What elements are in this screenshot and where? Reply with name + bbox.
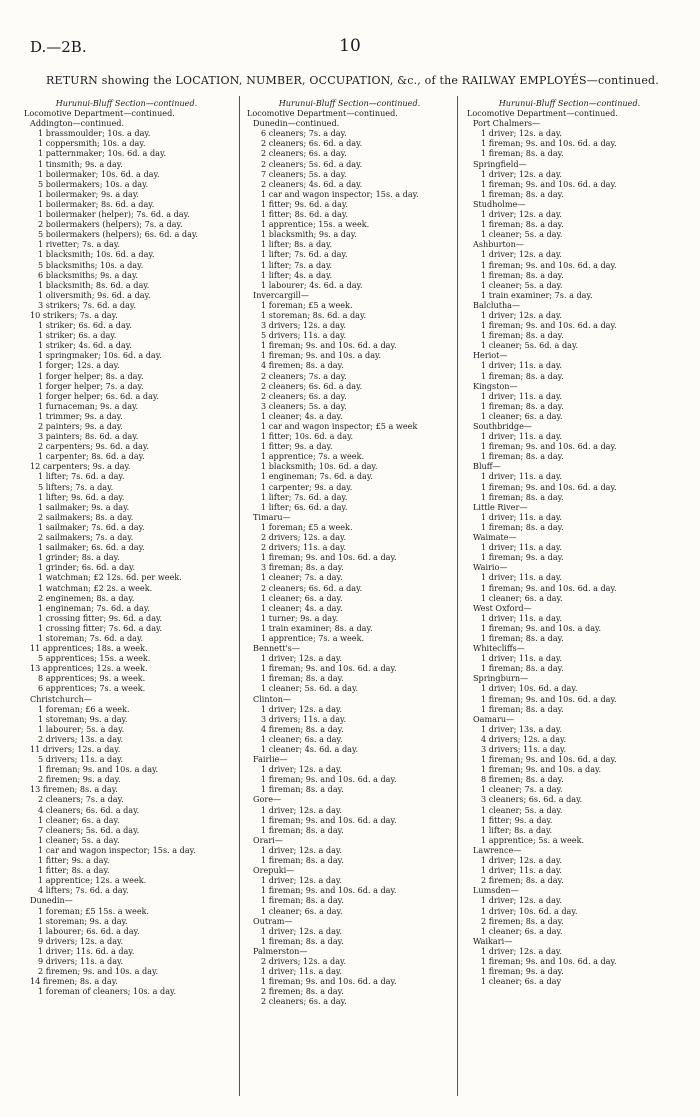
employee-entry: 1 blacksmith; 8s. 6d. a day. xyxy=(38,279,150,290)
employee-entry: 1 driver; 12s. a day. xyxy=(481,309,562,320)
employee-entry: 1 fireman; 9s. and 10s. 6d. a day. xyxy=(481,441,617,452)
employee-entry: 3 strikers; 7s. 6d. a day. xyxy=(38,299,137,310)
employee-entry: 2 drivers; 12s. a day. xyxy=(261,955,347,966)
employee-entry: 1 fireman; 8s. a day. xyxy=(261,824,344,835)
employee-entry: 1 cleaner; 6s. a day. xyxy=(261,905,343,916)
employee-entry: 5 lifters; 7s. a day. xyxy=(38,481,114,492)
employee-entry: 1 cleaner; 7s. a day. xyxy=(481,784,563,795)
employee-entry: 1 striker; 6s. a day. xyxy=(38,330,117,341)
employee-entry: 1 driver; 12s. a day. xyxy=(261,875,342,886)
employee-entry: 1 driver; 11s. a day. xyxy=(481,360,562,371)
employee-entry: 1 cleaner; 5s. a day. xyxy=(481,229,563,240)
employee-entry: 1 fireman; 8s. a day. xyxy=(481,219,564,230)
employee-entry: 2 painters; 9s. a day. xyxy=(38,421,123,431)
employee-entry: 5 boilermakers (helpers); 6s. 6d. a day. xyxy=(38,229,199,240)
employee-entry: 2 sailmakers; 7s. a day. xyxy=(38,532,134,543)
employee-entry: 2 drivers; 11s. a day. xyxy=(261,542,347,553)
employee-entry: 1 driver; 11s. a day. xyxy=(481,542,562,553)
employee-entry: 1 fitter; 9s. a day. xyxy=(38,855,110,866)
employee-entry: 1 fireman; 8s. a day. xyxy=(481,632,564,643)
employee-entry: 1 lifter; 7s. 6d. a day. xyxy=(261,249,348,260)
location-heading: 14 firemen; 8s. a day. xyxy=(30,976,118,987)
employee-entry: 2 cleaners; 6s. a day. xyxy=(261,390,347,401)
employee-entry: 4 firemen; 8s. a day. xyxy=(261,360,344,371)
employee-entry: 1 driver; 12s. a day. xyxy=(261,844,342,855)
employee-entry: 1 sailmaker; 6s. 6d. a day. xyxy=(38,542,145,553)
employee-entry: 1 driver; 11s. a day. xyxy=(481,572,562,583)
employee-entry: 1 cleaner; 5s. a day. xyxy=(481,279,563,290)
location-heading: Orari— xyxy=(253,834,283,845)
employee-entry: 2 sailmakers; 8s. a day. xyxy=(38,511,134,522)
employee-entry: 1 fireman; 9s. and 10s. 6d. a day. xyxy=(261,976,397,987)
employee-entry: 1 lifter; 6s. 6d. a day. xyxy=(261,501,348,512)
employee-entry: 1 storeman; 9s. a day. xyxy=(38,713,128,724)
employee-entry: 2 cleaners; 4s. 6d. a day. xyxy=(261,178,363,189)
employee-entry: 1 fireman; 8s. a day. xyxy=(481,703,564,714)
employee-entry: 1 driver; 12s. a day. xyxy=(481,249,562,260)
employee-entry: 1 fireman; 9s. and 10s. 6d. a day. xyxy=(481,693,617,704)
column-divider xyxy=(239,96,240,1096)
location-heading: Springburn— xyxy=(473,673,529,684)
employee-entry: 1 fireman; 8s. a day. xyxy=(481,269,564,280)
employee-entry: 1 fireman; 9s. and 10s. 6d. a day. xyxy=(481,582,617,593)
location-heading: Whitecliffs— xyxy=(473,643,525,654)
employee-entry: 1 driver; 12s. a day. xyxy=(481,209,562,220)
employee-entry: 1 driver; 11s. a day. xyxy=(481,431,562,442)
employee-entry: 2 firemen; 8s. a day. xyxy=(261,986,344,997)
employee-entry: 1 cleaner; 5s. a day. xyxy=(481,804,563,815)
location-heading: Kingston— xyxy=(473,380,518,391)
employee-entry: 1 cleaner; 7s. a day. xyxy=(261,572,343,583)
employee-entry: 1 boilermaker; 10s. 6d. a day. xyxy=(38,168,160,179)
location-heading: 11 drivers; 12s. a day. xyxy=(30,744,121,754)
location-heading: Balclutha— xyxy=(473,299,521,310)
employee-entry: 1 fireman; 8s. a day. xyxy=(481,451,564,462)
location-heading: Clinton— xyxy=(253,693,292,704)
employee-entry: 1 fireman; 9s. a day. xyxy=(481,966,564,977)
employee-entry: 1 fitter; 9s. a day. xyxy=(481,814,553,825)
column-divider xyxy=(457,96,458,1096)
employee-entry: 2 cleaners; 7s. a day. xyxy=(261,370,347,381)
location-heading: Locomotive Department—continued. xyxy=(247,108,398,119)
location-heading: Oamaru— xyxy=(473,713,515,724)
employee-entry: 1 watchman; £2 12s. 6d. per week. xyxy=(38,572,182,583)
column-3 xyxy=(467,98,672,986)
location-heading: Outram— xyxy=(253,915,293,926)
employee-entry: 1 fireman; 9s. and 10s. a day. xyxy=(481,764,602,775)
employee-entry: 1 fireman; 9s. and 10s. a day. xyxy=(38,764,159,775)
location-heading: Wairio— xyxy=(473,562,508,573)
employee-entry: 1 fireman; 9s. and 10s. 6d. a day. xyxy=(261,814,397,825)
employee-entry: 1 foreman; £5 a week. xyxy=(261,521,353,532)
location-heading: Studholme— xyxy=(473,198,526,209)
location-heading: Ashburton— xyxy=(473,239,524,250)
employee-entry: 1 fireman; 9s. a day. xyxy=(481,552,564,563)
employee-entry: 2 cleaners; 5s. 6d. a day. xyxy=(261,158,363,169)
employee-entry: 1 fitter; 8s. 6d. a day. xyxy=(261,209,348,220)
employee-entry: 3 drivers; 11s. a day. xyxy=(481,744,567,754)
employee-entry: 1 fireman; 9s. and 10s. 6d. a day. xyxy=(481,754,617,765)
employee-entry: 1 patternmaker; 10s. 6d. a day. xyxy=(38,148,167,159)
employee-entry: 1 cleaner; 6s. a day. xyxy=(481,925,563,936)
location-heading: Southbridge— xyxy=(473,421,532,431)
employee-entry: 1 driver; 11s. a day. xyxy=(481,865,562,876)
employee-entry: 1 fireman; 8s. a day. xyxy=(481,491,564,502)
location-heading: Port Chalmers— xyxy=(473,118,541,129)
employee-entry: 5 apprentices; 15s. a week. xyxy=(38,653,151,664)
employee-entry: 1 brassmoulder; 10s. a day. xyxy=(38,128,151,139)
employee-entry: 1 sailmaker; 9s. a day. xyxy=(38,501,130,512)
employee-entry: 1 tinsmith; 9s. a day. xyxy=(38,158,123,169)
employee-entry: 1 engineman; 7s. 6d. a day. xyxy=(38,602,150,613)
location-heading: Gore— xyxy=(253,794,282,805)
employee-entry: 1 lifter; 9s. 6d. a day. xyxy=(38,491,125,502)
employee-entry: 1 fitter; 10s. 6d. a day. xyxy=(261,431,354,442)
location-heading: Timaru— xyxy=(253,511,291,522)
employee-entry: 1 lifter; 8s. a day. xyxy=(261,239,333,250)
employee-entry: 1 lifter; 7s. a day. xyxy=(261,259,333,270)
location-heading: Lumsden— xyxy=(473,885,519,896)
employee-entry: 1 driver; 13s. a day. xyxy=(481,723,562,734)
employee-entry: 2 cleaners; 6s. 6d. a day. xyxy=(261,380,363,391)
employee-entry: 1 fireman; 8s. a day. xyxy=(481,370,564,381)
employee-entry: 4 lifters; 7s. 6d. a day. xyxy=(38,885,129,896)
employee-entry: 1 fitter; 9s. 6d. a day. xyxy=(261,198,348,209)
employee-entry: 1 labourer; 4s. 6d. a day. xyxy=(261,279,363,290)
employee-entry: 3 drivers; 12s. a day. xyxy=(261,320,347,331)
employee-entry: 1 driver; 11s. a day. xyxy=(481,511,562,522)
employee-entry: 1 fireman; 9s. and 10s. 6d. a day. xyxy=(261,885,397,896)
employee-entry: 1 cleaner; 6s. a day. xyxy=(261,733,343,744)
employee-entry: 1 lifter; 4s. a day. xyxy=(261,269,333,280)
employee-entry: 1 rivetter; 7s. a day. xyxy=(38,239,120,250)
employee-entry: 1 blacksmith; 10s. 6d. a day. xyxy=(38,249,155,260)
location-heading: Locomotive Department—continued. xyxy=(467,108,618,119)
employee-entry: 1 labourer; 6s. 6d. a day. xyxy=(38,925,140,936)
employee-entry: 5 drivers; 11s. a day. xyxy=(261,330,347,341)
employee-entry: 1 fireman; 9s. and 10s. 6d. a day. xyxy=(261,774,397,785)
employee-entry: 1 trimmer; 9s. a day. xyxy=(38,410,123,421)
employee-entry: 1 train examiner; 7s. a day. xyxy=(481,289,593,300)
employee-entry: 3 cleaners; 6s. 6d. a day. xyxy=(481,794,583,805)
employee-entry: 1 crossing fitter; 7s. 6d. a day. xyxy=(38,622,163,633)
employee-entry: 1 lifter; 7s. 6d. a day. xyxy=(38,471,125,482)
employee-entry: 4 firemen; 8s. a day. xyxy=(261,723,344,734)
employee-entry: 1 cleaner; 4s. a day. xyxy=(261,602,343,613)
location-heading: 13 firemen; 8s. a day. xyxy=(30,784,118,795)
employee-entry: 1 train examiner; 8s. a day. xyxy=(261,622,373,633)
employee-entry: 1 sailmaker; 7s. 6d. a day. xyxy=(38,521,145,532)
employee-entry: 8 apprentices; 9s. a week. xyxy=(38,673,146,684)
employee-entry: 1 apprentice; 5s. a week. xyxy=(481,834,585,845)
employee-entry: 1 blacksmith; 10s. 6d. a day. xyxy=(261,461,378,472)
employee-entry: 1 cleaner; 4s. 6d. a day. xyxy=(261,744,359,754)
location-heading: Dunedin— xyxy=(30,895,73,906)
employee-entry: 1 fireman; 8s. a day. xyxy=(261,895,344,906)
employee-entry: 1 fireman; 8s. a day. xyxy=(481,330,564,341)
employee-entry: 2 firemen; 9s. a day. xyxy=(38,774,121,785)
employee-entry: 1 coppersmith; 10s. a day. xyxy=(38,138,146,149)
employee-entry: 2 cleaners; 6s. a day. xyxy=(261,148,347,159)
employee-entry: 2 firemen; 8s. a day. xyxy=(481,875,564,886)
employee-entry: 1 driver; 12s. a day. xyxy=(481,945,562,956)
employee-entry: 1 fireman; 9s. and 10s. a day. xyxy=(481,622,602,633)
employee-entry: 1 fireman; 8s. a day. xyxy=(481,148,564,159)
employee-entry: 1 driver; 11s. 6d. a day. xyxy=(38,945,135,956)
employee-entry: 2 carpenters; 9s. 6d. a day. xyxy=(38,441,149,452)
employee-entry: 1 driver; 11s. a day. xyxy=(481,390,562,401)
location-heading: Waikari— xyxy=(473,935,513,946)
employee-entry: 1 boilermaker; 9s. a day. xyxy=(38,188,139,199)
employee-entry: 1 fireman; 9s. and 10s. 6d. a day. xyxy=(261,552,397,563)
employee-entry: 2 firemen; 9s. and 10s. a day. xyxy=(38,966,159,977)
employee-entry: 1 fireman; 9s. and 10s. 6d. a day. xyxy=(261,663,397,674)
employee-entry: 1 driver; 12s. a day. xyxy=(481,895,562,906)
employee-entry: 1 fireman; 9s. and 10s. 6d. a day. xyxy=(481,955,617,966)
employee-entry: 1 striker; 6s. 6d. a day. xyxy=(38,320,132,331)
employee-entry: 1 fireman; 8s. a day. xyxy=(261,935,344,946)
employee-entry: 1 forger helper; 8s. a day. xyxy=(38,370,144,381)
employee-entry: 1 fitter; 9s. a day. xyxy=(261,441,333,452)
location-heading: West Oxford— xyxy=(473,602,532,613)
employee-entry: 1 driver; 12s. a day. xyxy=(261,925,342,936)
employee-entry: 1 cleaner; 6s. a day. xyxy=(481,592,563,603)
employee-entry: 1 boilermaker (helper); 7s. 6d. a day. xyxy=(38,209,190,220)
employee-entry: 1 boilermaker; 8s. 6d. a day. xyxy=(38,198,155,209)
employee-entry: 1 storeman; 7s. 6d. a day. xyxy=(38,632,144,643)
location-heading: Bennett's— xyxy=(253,643,300,654)
employee-entry: 1 cleaner; 5s. 6d. a day. xyxy=(261,683,359,694)
employee-entry: 1 cleaner; 5s. 6d. a day. xyxy=(481,340,579,351)
employee-entry: 1 cleaner; 4s. a day. xyxy=(261,410,343,421)
employee-entry: 9 drivers; 12s. a day. xyxy=(38,935,124,946)
employee-entry: 1 storeman; 8s. 6d. a day. xyxy=(261,309,367,320)
employee-entry: 6 cleaners; 7s. a day. xyxy=(261,128,347,139)
employee-entry: 1 driver; 12s. a day. xyxy=(261,764,342,775)
employee-entry: 1 fireman; 8s. a day. xyxy=(481,663,564,674)
employee-entry: 1 driver; 10s. 6d. a day. xyxy=(481,683,578,694)
employee-entry: 5 blacksmiths; 10s. a day. xyxy=(38,259,144,270)
employee-entry: 1 driver; 12s. a day. xyxy=(481,128,562,139)
employee-entry: 2 drivers; 13s. a day. xyxy=(38,733,124,744)
employee-entry: 1 furnaceman; 9s. a day. xyxy=(38,400,139,411)
employee-entry: 2 cleaners; 7s. a day. xyxy=(38,794,124,805)
employee-entry: 2 firemen; 8s. a day. xyxy=(481,915,564,926)
employee-entry: 1 oliversmith; 9s. 6d. a day. xyxy=(38,289,151,300)
employee-entry: 1 driver; 12s. a day. xyxy=(261,804,342,815)
employee-entry: 1 driver; 12s. a day. xyxy=(261,703,342,714)
employee-entry: 1 fireman; 9s. and 10s. 6d. a day. xyxy=(261,340,397,351)
employee-entry: 1 forger; 12s. a day. xyxy=(38,360,120,371)
location-heading: Dunedin—continued. xyxy=(253,118,340,129)
employee-entry: 1 fireman; 9s. and 10s. 6d. a day. xyxy=(481,178,617,189)
employee-entry: 1 fireman; 9s. and 10s. 6d. a day. xyxy=(481,259,617,270)
employee-entry: 1 storeman; 9s. a day. xyxy=(38,915,128,926)
employee-entry: 1 fireman; 8s. a day. xyxy=(261,673,344,684)
employee-entry: 1 grinder; 8s. a day. xyxy=(38,552,120,563)
location-heading: Orepuki— xyxy=(253,865,295,876)
employee-entry: 3 fireman; 8s. a day. xyxy=(261,562,344,573)
employee-entry: 3 cleaners; 5s. a day. xyxy=(261,400,347,411)
employee-entry: 1 apprentice; 7s. a week. xyxy=(261,632,365,643)
employee-entry: 1 apprentice; 7s. a week. xyxy=(261,451,365,462)
employee-entry: 1 cleaner; 6s. a day xyxy=(481,976,562,987)
employee-entry: 5 boilermakers; 10s. a day. xyxy=(38,178,149,189)
employee-entry: 1 driver; 12s. a day. xyxy=(481,168,562,179)
employee-entry: 1 fitter; 8s. a day. xyxy=(38,865,110,876)
location-heading: Bluff— xyxy=(473,461,501,472)
location-heading: 10 strikers; 7s. a day. xyxy=(30,309,118,320)
employee-entry: 2 boilermakers (helpers); 7s. a day. xyxy=(38,219,183,230)
employee-entry: 1 carpenter; 8s. 6d. a day. xyxy=(38,451,145,462)
employee-entry: 1 carpenter; 9s. a day. xyxy=(261,481,353,492)
employee-entry: 1 cleaner; 6s. a day. xyxy=(38,814,120,825)
section-heading: Hurunui-Bluff Section—continued. xyxy=(498,98,641,108)
employee-entry: 1 lifter; 7s. 6d. a day. xyxy=(261,491,348,502)
location-heading: Addington—continued. xyxy=(30,118,125,129)
page-title: RETURN showing the LOCATION, NUMBER, OCCUPATION, &c., of the RAILWAY EMPLOYÉS—continued. xyxy=(45,74,659,87)
employee-entry: 1 foreman; £5 15s. a week. xyxy=(38,905,150,916)
location-heading: Waimate— xyxy=(473,532,517,543)
employee-entry: 1 lifter; 8s. a day. xyxy=(481,824,553,835)
employee-entry: 1 car and wagon inspector; £5 a week xyxy=(261,421,418,431)
employee-entry: 1 fireman; 9s. and 10s. 6d. a day. xyxy=(481,320,617,331)
employee-entry: 1 striker; 4s. 6d. a day. xyxy=(38,340,132,351)
employee-entry: 6 apprentices; 7s. a week. xyxy=(38,683,146,694)
employee-entry: 6 blacksmiths; 9s. a day. xyxy=(38,269,139,280)
employee-entry: 2 cleaners; 6s. 6d. a day. xyxy=(261,138,363,149)
employee-entry: 3 painters; 8s. 6d. a day. xyxy=(38,431,139,442)
employee-entry: 1 cleaner; 6s. a day. xyxy=(261,592,343,603)
location-heading: Invercargill— xyxy=(253,289,309,300)
employee-entry: 1 driver; 11s. a day. xyxy=(481,471,562,482)
employee-entry: 2 cleaners; 6s. 6d. a day. xyxy=(261,582,363,593)
location-heading: Lawrence— xyxy=(473,844,522,855)
employee-entry: 4 drivers; 12s. a day. xyxy=(481,733,567,744)
employee-entry: 1 apprentice; 12s. a week. xyxy=(38,875,147,886)
employee-entry: 1 car and wagon inspector; 15s. a day. xyxy=(261,188,419,199)
document-reference: D.—2B. xyxy=(30,38,87,56)
employee-entry: 1 fireman; 8s. a day. xyxy=(261,784,344,795)
employee-entry: 1 foreman; £6 a week. xyxy=(38,703,130,714)
employee-entry: 1 labourer; 5s. a day. xyxy=(38,723,125,734)
employee-entry: 1 driver; 12s. a day. xyxy=(481,855,562,866)
column-1 xyxy=(24,98,229,996)
employee-entry: 1 blacksmith; 9s. a day. xyxy=(261,229,357,240)
employee-entry: 1 turner; 9s. a day. xyxy=(261,612,339,623)
employee-entry: 1 forger helper; 6s. 6d. a day. xyxy=(38,390,160,401)
employee-entry: 8 firemen; 8s. a day. xyxy=(481,774,564,785)
employee-entry: 1 driver; 11s. a day. xyxy=(481,612,562,623)
employee-entry: 1 cleaner; 6s. a day. xyxy=(481,410,563,421)
employee-entry: 1 springmaker; 10s. 6d. a day. xyxy=(38,350,162,361)
employee-entry: 2 drivers; 12s. a day. xyxy=(261,532,347,543)
employee-entry: 1 cleaner; 5s. a day. xyxy=(38,834,120,845)
location-heading: Palmerston— xyxy=(253,945,308,956)
employee-entry: 1 driver; 10s. 6d. a day. xyxy=(481,905,578,916)
employee-entry: 1 fireman; 8s. a day. xyxy=(481,521,564,532)
employee-entry: 1 foreman; £5 a week. xyxy=(261,299,353,310)
employee-entry: 3 drivers; 11s. a day. xyxy=(261,713,347,724)
employee-entry: 1 fireman; 8s. a day. xyxy=(481,400,564,411)
employee-entry: 1 fireman; 9s. and 10s. 6d. a day. xyxy=(481,138,617,149)
employee-entry: 7 cleaners; 5s. a day. xyxy=(261,168,347,179)
employee-entry: 1 fireman; 8s. a day. xyxy=(481,188,564,199)
employee-entry: 1 driver; 11s. a day. xyxy=(481,653,562,664)
employee-entry: 2 cleaners; 6s. a day. xyxy=(261,996,347,1007)
location-heading: Christchurch— xyxy=(30,693,92,704)
employee-entry: 2 enginemen; 8s. a day. xyxy=(38,592,135,603)
location-heading: 12 carpenters; 9s. a day. xyxy=(30,461,131,472)
location-heading: Springfield— xyxy=(473,158,527,169)
column-2 xyxy=(247,98,452,1006)
employee-entry: 1 engineman; 7s. 6d. a day. xyxy=(261,471,373,482)
employee-entry: 1 fireman; 9s. and 10s. a day. xyxy=(261,350,382,361)
location-heading: 11 apprentices; 18s. a week. xyxy=(30,643,148,654)
employee-entry: 1 car and wagon inspector; 15s. a day. xyxy=(38,844,196,855)
employee-entry: 1 driver; 11s. a day. xyxy=(261,966,342,977)
employee-entry: 1 forger helper; 7s. a day. xyxy=(38,380,144,391)
location-heading: Fairlie— xyxy=(253,754,288,765)
page-number: 10 xyxy=(339,36,361,56)
employee-entry: 1 foreman of cleaners; 10s. a day. xyxy=(38,986,177,997)
location-heading: Heriot— xyxy=(473,350,508,361)
employee-entry: 1 fireman; 8s. a day. xyxy=(261,855,344,866)
section-heading: Hurunui-Bluff Section—continued. xyxy=(278,98,421,108)
employee-entry: 1 fireman; 9s. and 10s. 6d. a day. xyxy=(481,481,617,492)
employee-entry: 7 cleaners; 5s. 6d. a day. xyxy=(38,824,140,835)
employee-entry: 5 drivers; 11s. a day. xyxy=(38,754,124,765)
location-heading: Locomotive Department—continued. xyxy=(24,108,175,119)
employee-entry: 1 watchman; £2 2s. a week. xyxy=(38,582,153,593)
employee-entry: 9 drivers; 11s. a day. xyxy=(38,955,124,966)
employee-entry: 1 driver; 12s. a day. xyxy=(261,653,342,664)
employee-entry: 1 grinder; 6s. 6d. a day. xyxy=(38,562,136,573)
employee-entry: 4 cleaners; 6s. 6d. a day. xyxy=(38,804,140,815)
section-heading: Hurunui-Bluff Section—continued. xyxy=(55,98,198,108)
employee-entry: 1 apprentice; 15s. a week. xyxy=(261,219,370,230)
employee-entry: 1 crossing fitter; 9s. 6d. a day. xyxy=(38,612,163,623)
location-heading: 13 apprentices; 12s. a week. xyxy=(30,663,148,674)
location-heading: Little River— xyxy=(473,501,528,512)
